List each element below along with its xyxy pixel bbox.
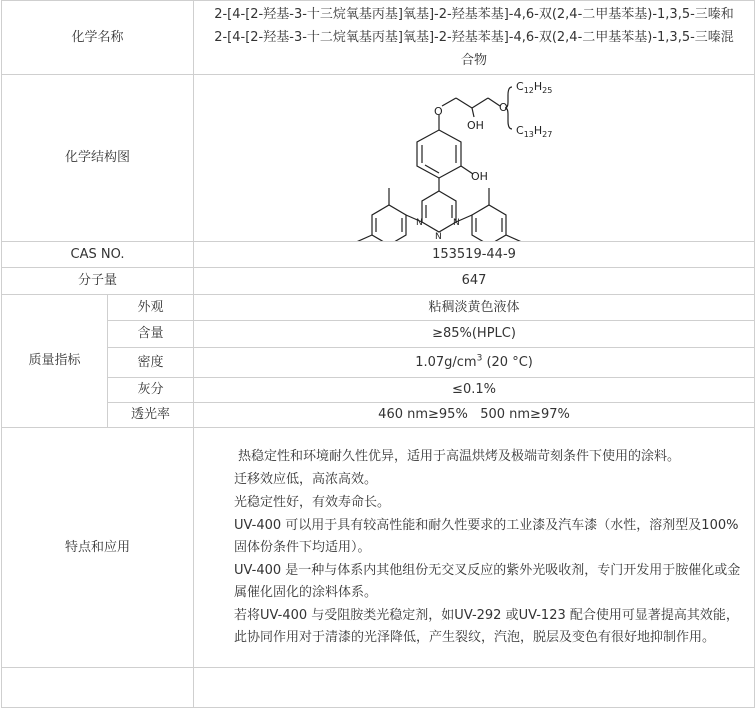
feature-item: 热稳定性和环境耐久性优异，适用于高温烘烤及极端苛刻条件下使用的涂料。 [238, 448, 681, 464]
quality-row-appearance [2, 295, 755, 321]
chemical-name-line-3: 合物 [461, 53, 488, 68]
feature-item: 迁移效应低，高浓高效。 [234, 471, 378, 487]
feature-item: 若将UV-400 与受阻胺类光稳定剂，如UV-292 或UV-123 配合使用可显著提高其效能， 此协同作用对于清漆的光泽降低，产生裂纹，汽泡，脱层及变色有很好地抑制作用。 [234, 607, 739, 645]
chemical-name-row [2, 1, 755, 75]
molecular-weight-row [2, 268, 755, 295]
next-row-value [194, 668, 755, 708]
cas-row [2, 242, 755, 268]
quality-item-name: 透光率 [108, 403, 194, 428]
structure-cell [194, 75, 755, 242]
quality-row-density [2, 348, 755, 378]
quality-item-name: 含量 [108, 321, 194, 348]
features-row [2, 428, 755, 668]
structure-row [2, 75, 755, 242]
product-spec-table [1, 0, 755, 708]
cas-label: CAS NO. [2, 242, 194, 268]
triazine-n-bottom: N [435, 232, 442, 241]
quality-row-content [2, 321, 755, 348]
chemical-structure-diagram [194, 75, 755, 241]
ether-oxygen-1: O [434, 105, 443, 118]
quality-item-value: $1.07g/cm^3$ (20 °C) [194, 348, 755, 378]
lower-alkyl-formula: $C_{13}H_{27}$ [516, 124, 553, 139]
quality-item-value: ≥85%(HPLC) [194, 321, 755, 348]
quality-item-name: 灰分 [108, 378, 194, 403]
quality-label: 质量指标 [2, 295, 108, 428]
molecular-weight-value: 647 [194, 268, 755, 295]
chemical-name-line-1: 2-[4-[2-羟基-3-十三烷氧基丙基]氧基]-2-羟基苯基]-4,6-双(2,4-二甲基苯基)-1,3,5-三嗪和 [214, 7, 734, 22]
ring-hydroxyl: OH [471, 170, 488, 183]
upper-alkyl-formula: $C_{12}H_{25}$ [516, 80, 553, 95]
chain-hydroxyl: OH [467, 119, 484, 132]
quality-item-value: ≤0.1% [194, 378, 755, 403]
feature-item: 光稳定性好，有效寿命长。 [234, 494, 391, 510]
cas-value: 153519-44-9 [194, 242, 755, 268]
chemical-name-label: 化学名称 [2, 1, 194, 75]
quality-row-ash [2, 378, 755, 403]
next-row-label [2, 668, 194, 708]
quality-item-name: 密度 [108, 348, 194, 378]
quality-item-value: 粘稠淡黄色液体 [194, 295, 755, 321]
next-row-partial [2, 668, 755, 708]
chemical-name-value [194, 1, 755, 75]
triazine-n-right: N [453, 218, 460, 228]
triazine-n-left: N [416, 218, 423, 228]
ether-oxygen-2: O [499, 101, 508, 114]
quality-item-name: 外观 [108, 295, 194, 321]
structure-label: 化学结构图 [2, 75, 194, 242]
molecular-weight-label: 分子量 [2, 268, 194, 295]
features-label: 特点和应用 [2, 428, 194, 668]
feature-item: UV-400 可以用于具有较高性能和耐久性要求的工业漆及汽车漆（水性，溶剂型及100%固体份条件下均适用）。 [234, 517, 739, 555]
feature-item: UV-400 是一种与体系内其他组份无交叉反应的紫外光吸收剂，专门开发用于胺催化或金属催化固化的涂料体系。 [234, 562, 741, 600]
quality-item-value: 460 nm≥95% 500 nm≥97% [194, 403, 755, 428]
quality-row-transmittance [2, 403, 755, 428]
features-list [194, 428, 755, 668]
chemical-name-line-2: 2-[4-[2-羟基-3-十二烷氧基丙基]氧基]-2-羟基苯基]-4,6-双(2,4-二甲基苯基)-1,3,5-三嗪混 [214, 30, 734, 45]
